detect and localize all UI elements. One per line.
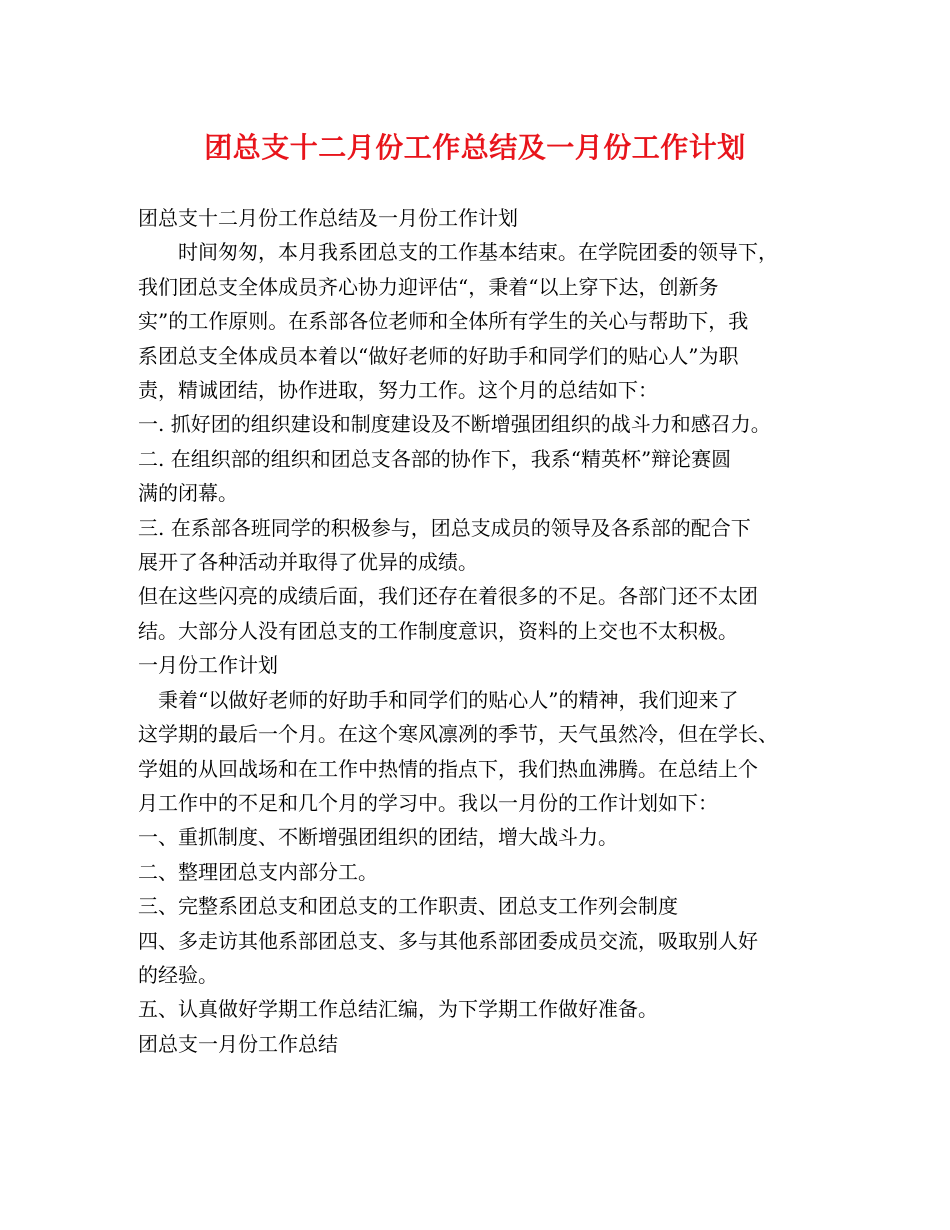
document-body xyxy=(138,201,828,1061)
body-line: 时间匆匆，本月我系团总支的工作基本结束。在学院团委的领导下， xyxy=(178,240,778,265)
body-line: 三. 在系部各班同学的积极参与，团总支成员的领导及各系部的配合下 xyxy=(138,515,751,540)
body-line: 二、整理团总支内部分工。 xyxy=(138,859,378,884)
body-line: 满的闭幕。 xyxy=(138,481,238,506)
section-heading: 一月份工作计划 xyxy=(138,653,278,678)
body-line: 一. 抓好团的组织建设和制度建设及不断增强团组织的战斗力和感召力。 xyxy=(138,412,771,437)
body-line: 展开了各种活动并取得了优异的成绩。 xyxy=(138,550,478,575)
body-line: 但在这些闪亮的成绩后面，我们还存在着很多的不足。各部门还不太团 xyxy=(138,584,758,609)
body-line: 一、重抓制度、不断增强团组织的团结，增大战斗力。 xyxy=(138,825,618,850)
body-line: 这学期的最后一个月。在这个寒风凛冽的季节，天气虽然冷，但在学长、 xyxy=(138,722,778,747)
body-line: 实”的工作原则。在系部各位老师和全体所有学生的关心与帮助下，我 xyxy=(138,309,749,334)
body-line: 秉着“以做好老师的好助手和同学们的贴心人”的精神，我们迎来了 xyxy=(158,687,739,712)
body-line: 结。大部分人没有团总支的工作制度意识，资料的上交也不太积极。 xyxy=(138,618,738,643)
body-line: 系团总支全体成员本着以“做好老师的好助手和同学们的贴心人”为职 xyxy=(138,343,739,368)
body-line: 月工作中的不足和几个月的学习中。我以一月份的工作计划如下： xyxy=(138,790,718,815)
body-line: 责，精诚团结，协作进取，努力工作。这个月的总结如下： xyxy=(138,378,658,403)
document-title: 团总支十二月份工作总结及一月份工作计划 xyxy=(204,131,746,164)
body-line: 团总支十二月份工作总结及一月份工作计划 xyxy=(138,206,518,230)
body-line: 四、多走访其他系部团总支、多与其他系部团委成员交流，吸取别人好 xyxy=(138,928,758,953)
section-heading: 团总支一月份工作总结 xyxy=(138,1031,338,1056)
body-line: 五、认真做好学期工作总结汇编，为下学期工作做好准备。 xyxy=(138,997,658,1022)
body-line: 的经验。 xyxy=(138,962,218,987)
body-line: 学姐的从回战场和在工作中热情的指点下，我们热血沸腾。在总结上个 xyxy=(138,756,758,781)
body-line: 三、完整系团总支和团总支的工作职责、团总支工作列会制度 xyxy=(138,894,678,919)
body-line: 我们团总支全体成员齐心协力迎评估“，秉着“以上穿下达，创新务 xyxy=(138,274,719,299)
body-line: 二. 在组织部的组织和团总支各部的协作下，我系“精英杯”辩论赛圆 xyxy=(138,446,732,471)
